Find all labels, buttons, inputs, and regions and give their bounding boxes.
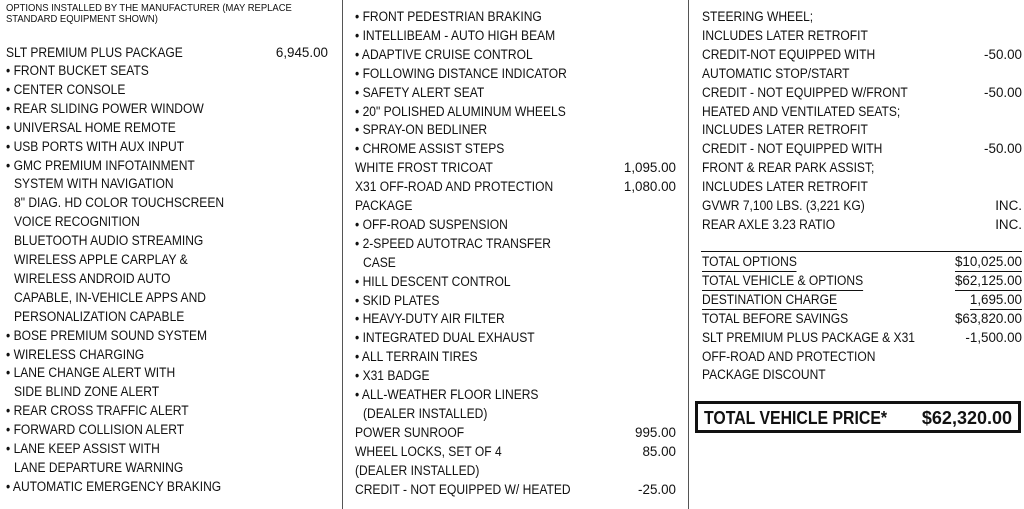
option-line: • LANE CHANGE ALERT WITH bbox=[6, 365, 176, 381]
option-line: • INTELLIBEAM - AUTO HIGH BEAM bbox=[355, 27, 556, 43]
option-line: • UNIVERSAL HOME REMOTE bbox=[6, 119, 176, 135]
option-line: • AUTOMATIC EMERGENCY BRAKING bbox=[6, 478, 222, 494]
option-line: X31 OFF-ROAD AND PROTECTION bbox=[355, 179, 554, 195]
option-line: CREDIT-NOT EQUIPPED WITH bbox=[702, 46, 876, 62]
option-line: INCLUDES LATER RETROFIT bbox=[702, 27, 868, 43]
total-amount: 1,695.00 bbox=[970, 291, 1022, 310]
total-line: TOTAL OPTIONS bbox=[702, 253, 797, 272]
total-vehicle-price-label: TOTAL VEHICLE PRICE* bbox=[704, 408, 888, 428]
option-line: • ADAPTIVE CRUISE CONTROL bbox=[355, 46, 533, 62]
option-price: -50.00 bbox=[984, 141, 1022, 157]
option-line: PACKAGE bbox=[355, 198, 413, 213]
total-line: TOTAL VEHICLE & OPTIONS bbox=[702, 272, 863, 291]
total-amount: $62,125.00 bbox=[955, 272, 1022, 291]
total-line: DESTINATION CHARGE bbox=[702, 291, 837, 310]
total-line: SLT PREMIUM PLUS PACKAGE & X31 bbox=[702, 329, 915, 345]
column-left bbox=[0, 0, 342, 509]
option-line: SIDE BLIND ZONE ALERT bbox=[14, 384, 160, 400]
option-line: AUTOMATIC STOP/START bbox=[702, 65, 850, 81]
option-line: WIRELESS ANDROID AUTO bbox=[14, 270, 171, 286]
option-line: • FORWARD COLLISION ALERT bbox=[6, 422, 185, 438]
option-line: • USB PORTS WITH AUX INPUT bbox=[6, 138, 185, 154]
option-line: VOICE RECOGNITION bbox=[14, 214, 140, 230]
option-line: BLUETOOTH AUDIO STREAMING bbox=[14, 233, 204, 249]
option-line: WHEEL LOCKS, SET OF 4 bbox=[355, 443, 502, 459]
option-line: CASE bbox=[363, 254, 396, 270]
option-line: • ALL-WEATHER FLOOR LINERS bbox=[355, 387, 539, 402]
option-line: • REAR CROSS TRAFFIC ALERT bbox=[6, 403, 189, 419]
option-price: -25.00 bbox=[638, 481, 676, 497]
options-header: OPTIONS INSTALLED BY THE MANUFACTURER (MAY REPLACE STANDARD EQUIPMENT SHOWN) bbox=[6, 2, 292, 25]
total-vehicle-price-value: $62,320.00 bbox=[921, 408, 1012, 428]
total-line: PACKAGE DISCOUNT bbox=[702, 367, 826, 383]
option-line: • BOSE PREMIUM SOUND SYSTEM bbox=[6, 327, 208, 343]
option-price: 1,080.00 bbox=[623, 179, 676, 195]
option-line: • SPRAY-ON BEDLINER bbox=[355, 122, 488, 138]
option-line: LANE DEPARTURE WARNING bbox=[14, 459, 184, 475]
option-price: INC. bbox=[995, 216, 1022, 232]
total-line: TOTAL BEFORE SAVINGS bbox=[702, 310, 849, 326]
option-line: • 20" POLISHED ALUMINUM WHEELS bbox=[355, 103, 566, 119]
package-price: 6,945.00 bbox=[275, 45, 328, 60]
option-price: INC. bbox=[995, 198, 1022, 213]
option-line: STEERING WHEEL; bbox=[702, 9, 814, 24]
option-line: • WIRELESS CHARGING bbox=[6, 346, 145, 362]
option-price: -50.00 bbox=[984, 46, 1022, 62]
total-amount: -1,500.00 bbox=[965, 329, 1022, 345]
option-price: 85.00 bbox=[642, 443, 676, 459]
option-line: WIRELESS APPLE CARPLAY & bbox=[14, 252, 188, 267]
totals-divider bbox=[701, 251, 1022, 252]
column-middle bbox=[342, 0, 688, 509]
option-line: • GMC PREMIUM INFOTAINMENT bbox=[6, 157, 195, 173]
option-line: CREDIT - NOT EQUIPPED W/FRONT bbox=[702, 84, 908, 100]
total-amount: $63,820.00 bbox=[954, 310, 1022, 326]
option-line: • FRONT PEDESTRIAN BRAKING bbox=[355, 9, 542, 24]
option-line: POWER SUNROOF bbox=[355, 424, 465, 440]
total-amount: $10,025.00 bbox=[955, 253, 1022, 272]
option-line: • REAR SLIDING POWER WINDOW bbox=[6, 100, 204, 116]
option-line: (DEALER INSTALLED) bbox=[363, 405, 488, 421]
option-line: (DEALER INSTALLED) bbox=[355, 462, 480, 478]
option-line: GVWR 7,100 LBS. (3,221 KG) bbox=[702, 198, 865, 213]
option-price: 1,095.00 bbox=[623, 160, 676, 176]
option-line: • SKID PLATES bbox=[355, 292, 440, 308]
option-line: 8" DIAG. HD COLOR TOUCHSCREEN bbox=[14, 195, 225, 211]
total-vehicle-price-box bbox=[695, 401, 1021, 433]
option-line: CREDIT - NOT EQUIPPED WITH bbox=[702, 141, 883, 157]
option-line: • LANE KEEP ASSIST WITH bbox=[6, 441, 160, 456]
option-line: • OFF-ROAD SUSPENSION bbox=[355, 216, 508, 232]
option-line: HEATED AND VENTILATED SEATS; bbox=[702, 103, 901, 119]
option-line: • HILL DESCENT CONTROL bbox=[355, 273, 511, 289]
option-line: • FRONT BUCKET SEATS bbox=[6, 63, 149, 78]
option-line: REAR AXLE 3.23 RATIO bbox=[702, 216, 836, 232]
option-line: • ALL TERRAIN TIRES bbox=[355, 349, 478, 365]
option-line: CAPABLE, IN-VEHICLE APPS AND bbox=[14, 289, 207, 305]
option-line: • CENTER CONSOLE bbox=[6, 81, 126, 97]
option-price: 995.00 bbox=[635, 424, 676, 440]
package-title: SLT PREMIUM PLUS PACKAGE bbox=[6, 45, 183, 60]
option-line: INCLUDES LATER RETROFIT bbox=[702, 122, 868, 138]
option-line: FRONT & REAR PARK ASSIST; bbox=[702, 160, 875, 176]
option-line: CREDIT - NOT EQUIPPED W/ HEATED bbox=[355, 481, 571, 497]
option-line: • 2-SPEED AUTOTRAC TRANSFER bbox=[355, 235, 551, 251]
option-price: -50.00 bbox=[984, 84, 1022, 100]
option-line: • X31 BADGE bbox=[355, 368, 430, 384]
option-line: PERSONALIZATION CAPABLE bbox=[14, 308, 185, 324]
option-line: • SAFETY ALERT SEAT bbox=[355, 84, 485, 100]
option-line: • INTEGRATED DUAL EXHAUST bbox=[355, 330, 535, 346]
option-line: • FOLLOWING DISTANCE INDICATOR bbox=[355, 65, 567, 81]
option-line: SYSTEM WITH NAVIGATION bbox=[14, 176, 174, 192]
option-line: WHITE FROST TRICOAT bbox=[355, 160, 493, 176]
option-line: • CHROME ASSIST STEPS bbox=[355, 141, 505, 157]
total-line: OFF-ROAD AND PROTECTION bbox=[702, 348, 876, 364]
option-line: • HEAVY-DUTY AIR FILTER bbox=[355, 311, 505, 327]
option-line: INCLUDES LATER RETROFIT bbox=[702, 179, 868, 195]
